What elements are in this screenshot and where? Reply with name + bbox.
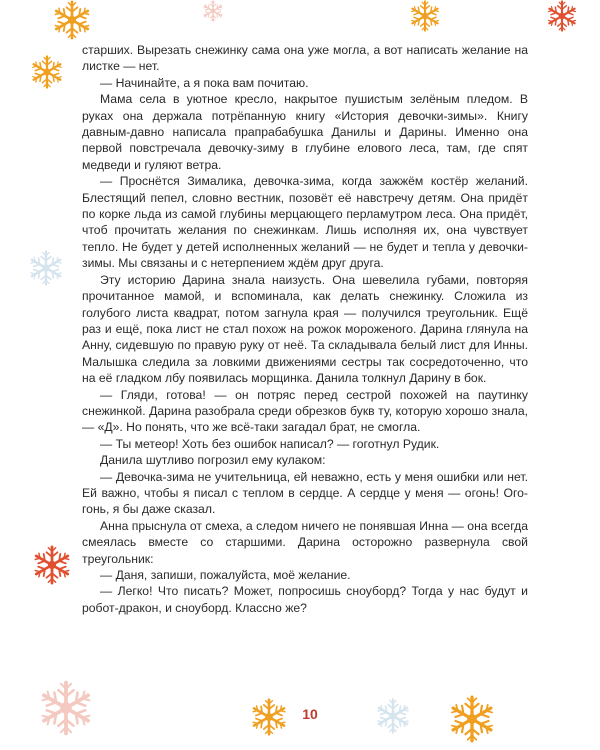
snowflake-orange-top-right-icon bbox=[405, 0, 445, 32]
paragraph: Эту историю Дарина знала наизусть. Она шевелила губами, повторяя прочитанное мамой, и вспоминала, как делать снежинку. Сложила из голубого листа квадрат, потом загнула края — получился треугольник. Ещё раз и ещё, пока лист не стал похож на рожок мороженого. Дарина глянула на Анну, сидевшую по правую руку от неё. Та складывала белый лист для Инны. Малышка следила за ловкими движениями сестры так сосредоточенно, что на её гладком лбу появилась морщинка. Данила толкнул Дарину в бок. bbox=[82, 272, 528, 386]
paragraph: — Девочка-зима не учительница, ей неважно, есть у меня ошибки или нет. Ей важно, чтобы я писал с теплом в сердце. А сердце у меня — огонь! Ого-гонь, я бы даже сказал. bbox=[82, 469, 528, 517]
snowflake-orange-bottom-icon bbox=[250, 698, 288, 736]
snowflake-red-top-right-icon bbox=[540, 0, 584, 32]
paragraph: — Легко! Что писать? Может, попросишь сноуборд? Тогда у нас будут и робот-дракон, и сноуборд. Классно же? bbox=[82, 584, 528, 615]
paragraph: — Гляди, готова! — он потряс перед сестрой похожей на паутинку снежинкой. Дарина разобрала среди обрезков букв ту, которую хорошо знала, — «Д». Но понять, что же всё-таки загадал брат, не смогла. bbox=[82, 387, 528, 435]
snowflake-lightblue-left-icon bbox=[28, 250, 64, 286]
snowflake-pink-top-icon bbox=[198, 0, 228, 22]
snowflake-orange-top-left-icon bbox=[50, 0, 94, 40]
snowflake-orange-left-icon bbox=[30, 55, 64, 89]
paragraph: — Даня, запиши, пожалуйста, моё желание. bbox=[100, 568, 351, 582]
snowflake-pink-bottom-left-icon bbox=[38, 680, 94, 736]
paragraph: — Проснётся Зималика, девочка-зима, когда зажжём костёр желаний. Блестящий пепел, словно вестник, позовёт её навстречу детям. Она придёт по корке льда из самой глубины мерцающего перламутром леса. Она придёт, чтоб прочитать желания по снежинкам. Лишь исполняя их, она чувствует тепло. Не будет у детей исполненных желаний — не будет и тепла у девочки-зимы. Мы связаны и с нетерпением ждём друг друга. bbox=[82, 174, 528, 271]
page-number: 10 bbox=[302, 706, 318, 722]
paragraph: — Ты метеор! Хоть без ошибок написал? — гоготнул Рудик. bbox=[100, 436, 440, 451]
paragraph: старших. Вырезать снежинку сама она уже могла, а вот написать желание на листке — нет. bbox=[82, 43, 528, 74]
paragraph: Данила шутливо погрозил ему кулаком: bbox=[100, 453, 326, 468]
snowflake-orange-bottom-right-icon bbox=[448, 695, 496, 743]
snowflake-red-left-icon bbox=[32, 545, 72, 585]
paragraph: Анна прыснула от смеха, а следом ничего не понявшая Инна — она всегда смеялась вместе со старшими. Дарина осторожно развернула свой треугольник: bbox=[82, 518, 528, 566]
body-text bbox=[82, 42, 528, 616]
snowflake-lightblue-bottom-icon bbox=[375, 698, 411, 734]
paragraph: Мама села в уютное кресло, накрытое пушистым зелёным пледом. В руках она держала потрёпанную книгу «История девочки-зимы». Книгу давным-давно написала прапрабабушка Данилы и Дарины. Именно она первой повстречала девочку-зиму в глубине елового леса, там, где спят медведи и гуляют ветра. bbox=[82, 92, 528, 172]
paragraph: — Начинайте, а я пока вам почитаю. bbox=[100, 75, 309, 90]
